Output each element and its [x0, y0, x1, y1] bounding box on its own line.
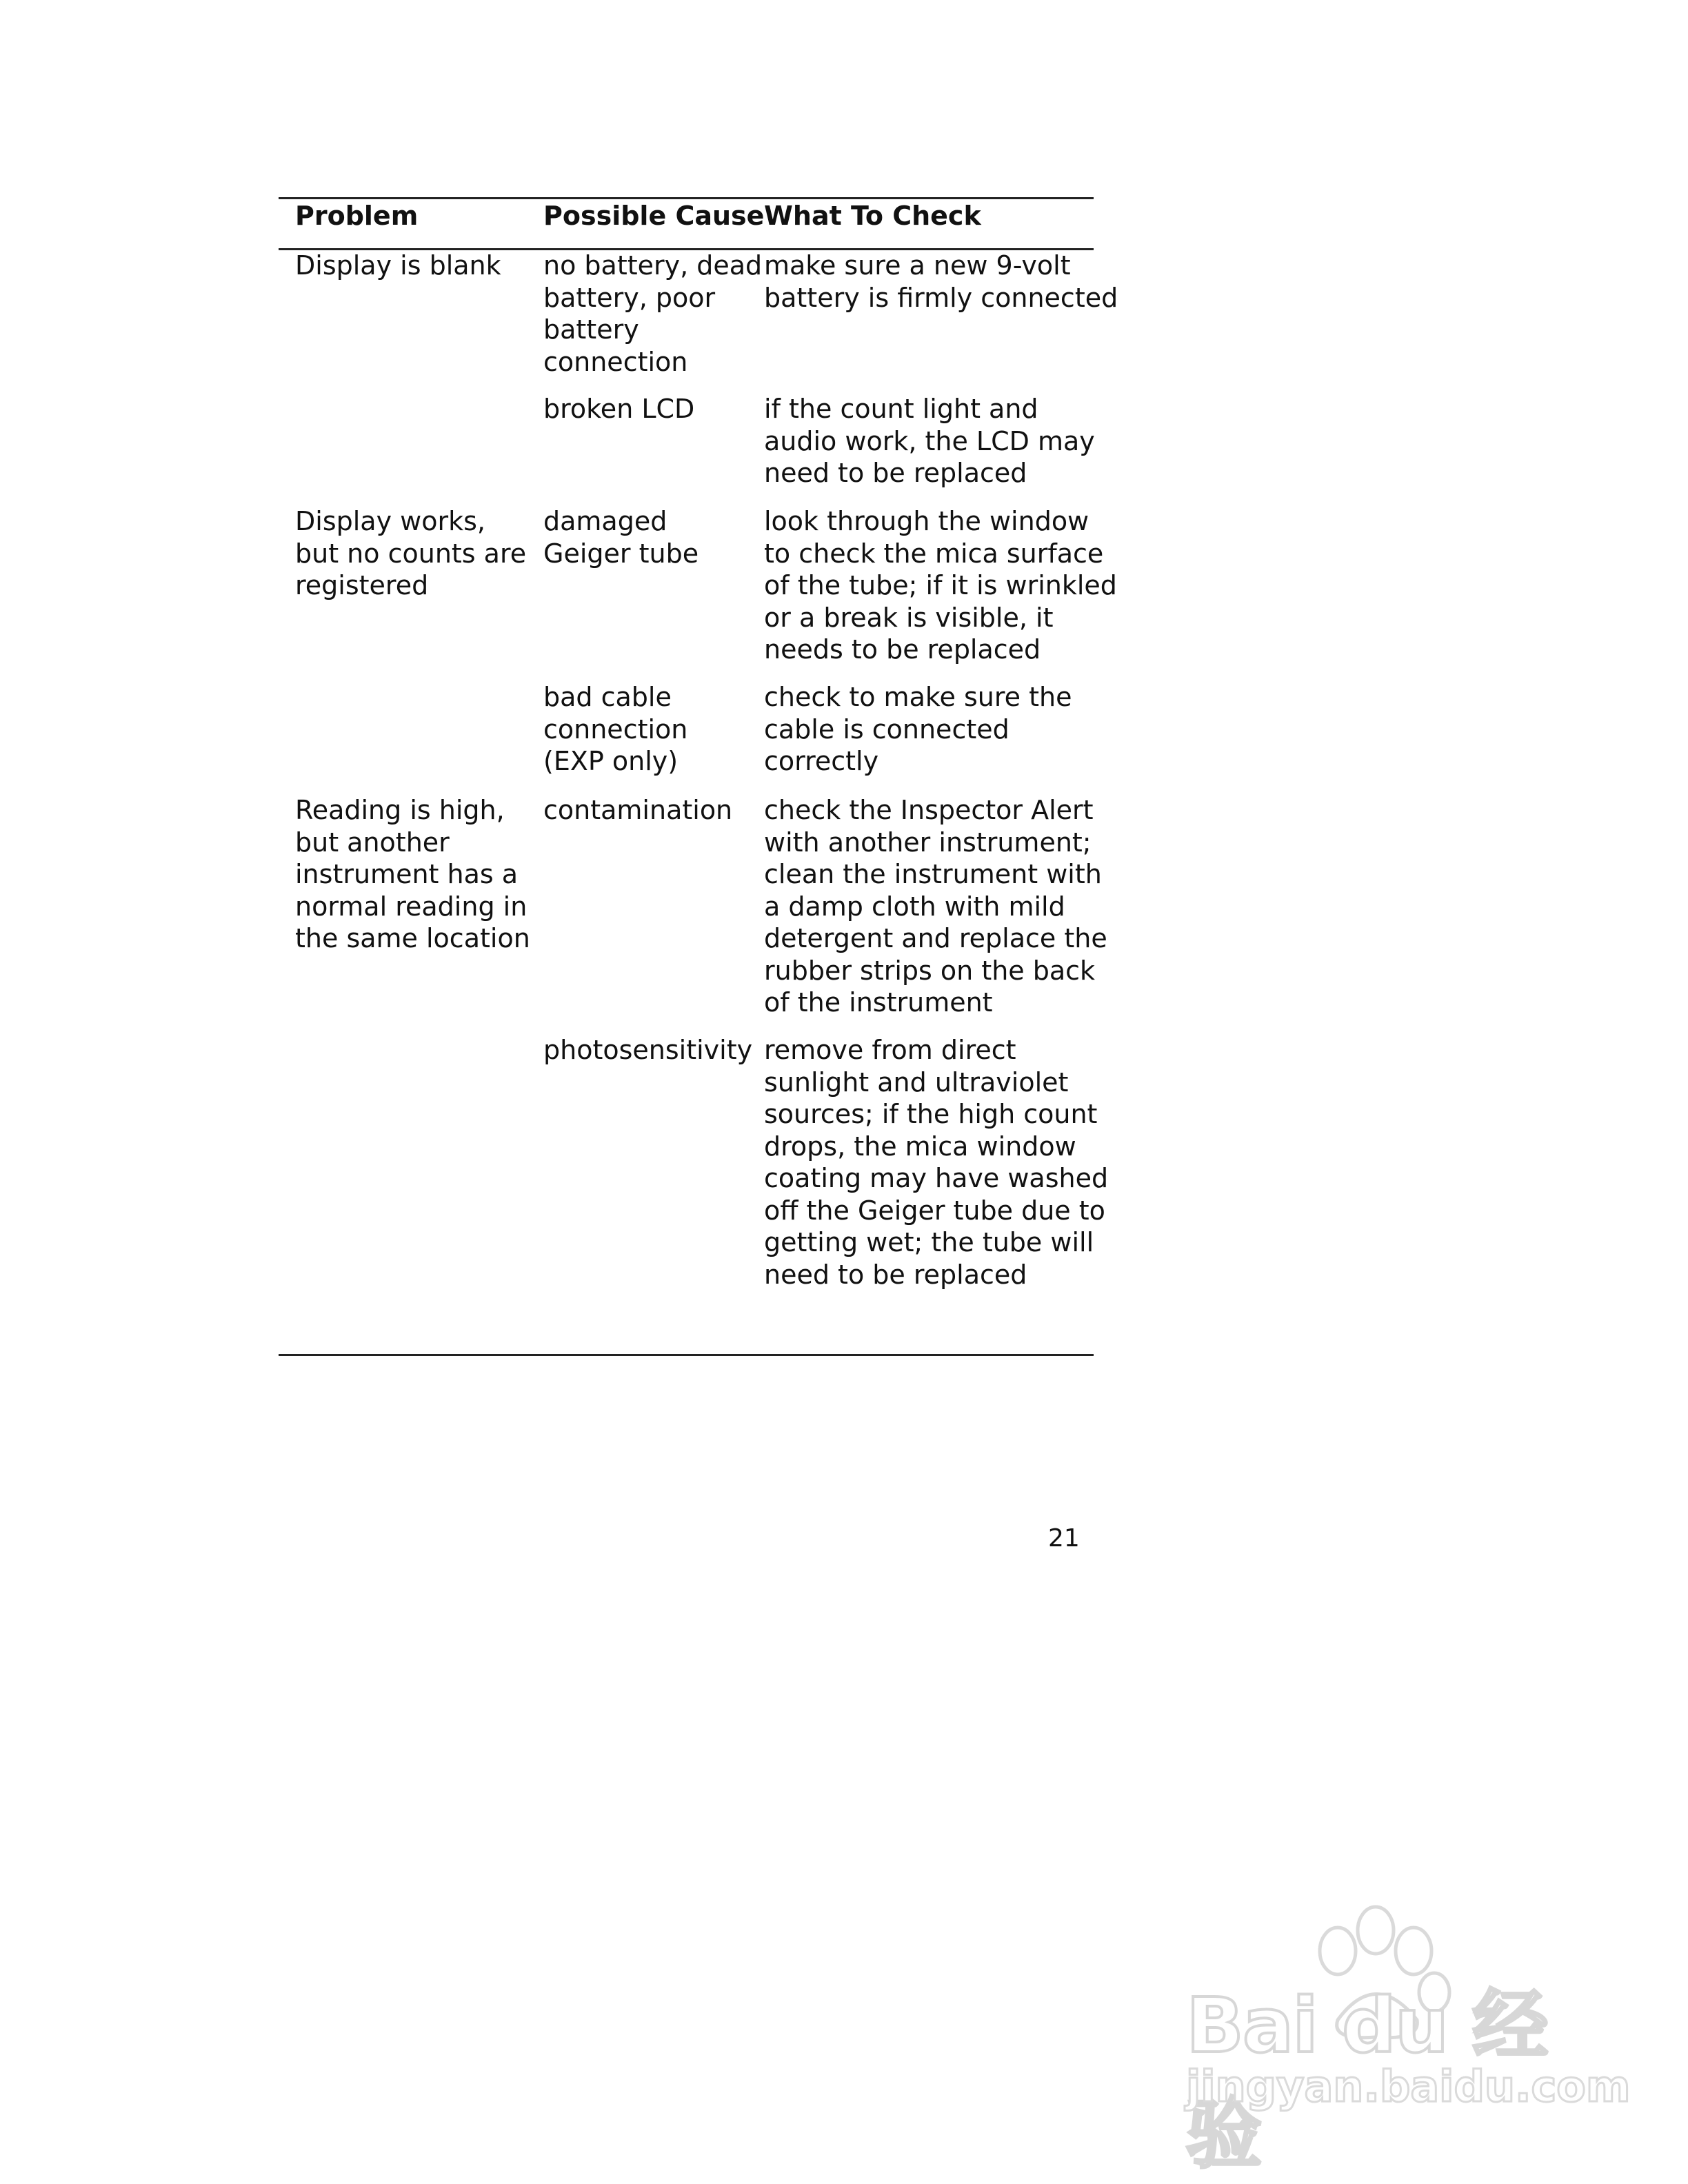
watermark-url: jingyan.baidu.com: [1186, 2061, 1631, 2112]
header-what-to-check: What To Check: [764, 201, 981, 231]
baidu-watermark: [1172, 1903, 1631, 2178]
row-4-check: check to make sure the cable is connected correctly: [764, 682, 1072, 776]
row-1-cause: no battery, dead battery, poor battery connection: [543, 250, 763, 377]
row-3-cause: damaged Geiger tube: [543, 506, 699, 569]
header-possible-cause: Possible Cause: [543, 201, 765, 231]
table-bottom-rule: [279, 1354, 1094, 1356]
row-6-check: remove from direct sunlight and ultraviolet sources; if the high count drops, the mica window coating may have washed off the Geiger tube due to getting wet; the tube will need to be replaced: [764, 1035, 1109, 1290]
row-5-cause: contamination: [543, 795, 733, 825]
page-number: 21: [1048, 1524, 1080, 1553]
table-top-rule: [279, 197, 1094, 199]
row-3-problem: Display works, but no counts are registered: [295, 506, 527, 600]
row-3-check: look through the window to check the mica surface of the tube; if it is wrinkled or a break is visible, it needs to be replaced: [764, 506, 1117, 665]
row-2-check: if the count light and audio work, the LCD may need to be replaced: [764, 394, 1095, 488]
row-1-check: make sure a new 9-volt battery is firmly connected: [764, 250, 1118, 313]
row-5-check: check the Inspector Alert with another instrument; clean the instrument with a damp cloth with mild detergent and replace the rubber strips on the back of the instrument: [764, 795, 1107, 1018]
row-4-cause: bad cable connection (EXP only): [543, 682, 688, 776]
row-1-problem: Display is blank: [295, 250, 501, 281]
row-5-problem: Reading is high, but another instrument has a normal reading in the same location: [295, 795, 530, 953]
watermark-brand: Bai du 经验: [1186, 1981, 1547, 2178]
row-2-cause: broken LCD: [543, 394, 695, 424]
header-problem: Problem: [295, 201, 419, 231]
table-header-row: [279, 200, 1094, 247]
row-6-cause: photosensitivity: [543, 1035, 753, 1065]
